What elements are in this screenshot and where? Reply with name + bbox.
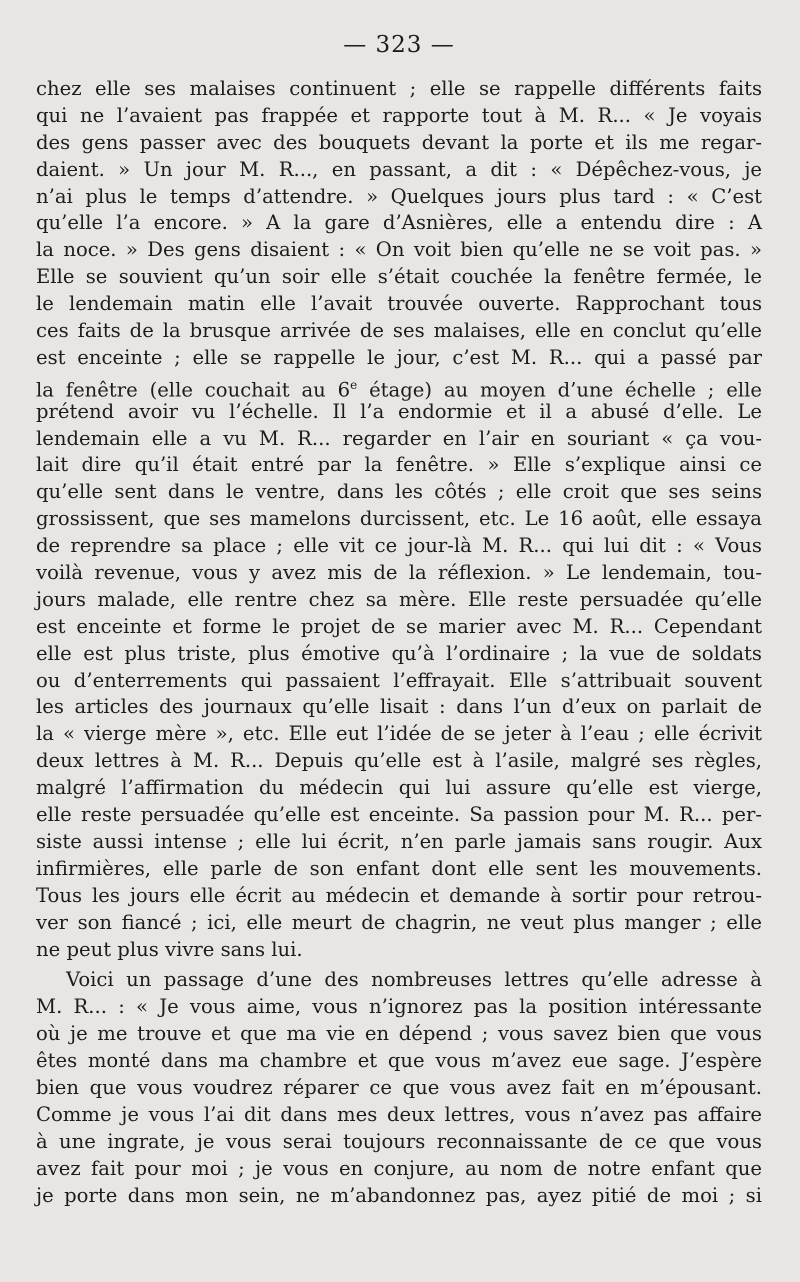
- body-text: [36, 76, 762, 1209]
- text-line: bien que vous voudrez réparer ce que vous avez fait en m’épousant.: [36, 1075, 762, 1099]
- text-line: infirmières, elle parle de son enfant dont elle sent les mouvements.: [36, 856, 762, 880]
- text-line: est enceinte ; elle se rappelle le jour, c’est M. R... qui a passé par: [36, 345, 762, 369]
- text-line: jours malade, elle rentre chez sa mère. Elle reste persuadée qu’elle: [36, 587, 762, 611]
- text-line: où je me trouve et que ma vie en dépend ; vous savez bien que vous: [36, 1022, 762, 1046]
- paragraph: [36, 967, 762, 1209]
- text-line: Elle se souvient qu’un soir elle s’était couchée la fenêtre fermée, le: [36, 265, 762, 289]
- text-line: elle reste persuadée qu’elle est enceinte. Sa passion pour M. R... per-: [36, 803, 762, 827]
- text-line: lait dire qu’il était entré par la fenêtre. » Elle s’explique ainsi ce: [36, 453, 762, 477]
- text-line: ces faits de la brusque arrivée de ses malaises, elle en conclut qu’elle: [36, 319, 762, 343]
- text-line: de reprendre sa place ; elle vit ce jour-là M. R... qui lui dit : « Vous: [36, 534, 762, 558]
- text-line: Tous les jours elle écrit au médecin et demande à sortir pour retrou-: [36, 883, 762, 907]
- text-line: qu’elle sent dans le ventre, dans les côtés ; elle croit que ses seins: [36, 480, 762, 504]
- text-line: Voici un passage d’une des nombreuses lettres qu’elle adresse à: [66, 968, 762, 992]
- text-line: êtes monté dans ma chambre et que vous m’avez eue sage. J’espère: [36, 1049, 762, 1073]
- text-line: des gens passer avec des bouquets devant la porte et ils me regar-: [36, 130, 762, 154]
- text-line: la fenêtre (elle couchait au 6e étage) au moyen d’une échelle ; elle: [36, 377, 762, 402]
- text-line: ne peut plus vivre sans lui.: [36, 937, 303, 961]
- paragraph: [36, 76, 762, 963]
- text-line: qu’elle l’a encore. » A la gare d’Asnières, elle a entendu dire : A: [36, 211, 762, 235]
- text-line: grossissent, que ses mamelons durcissent, etc. Le 16 août, elle essaya: [36, 507, 762, 531]
- text-line: M. R... : « Je vous aime, vous n’ignorez pas la position intéressante: [36, 995, 762, 1019]
- text-line: le lendemain matin elle l’avait trouvée ouverte. Rapprochant tous: [36, 292, 762, 316]
- text-line: la noce. » Des gens disaient : « On voit bien qu’elle ne se voit pas. »: [36, 238, 762, 262]
- text-line: chez elle ses malaises continuent ; elle se rappelle différents faits: [36, 77, 762, 100]
- text-line: prétend avoir vu l’échelle. Il l’a endormie et il a abusé d’elle. Le: [36, 399, 762, 423]
- text-line: je porte dans mon sein, ne m’abandonnez pas, ayez pitié de moi ; si: [36, 1183, 762, 1207]
- text-line: avez fait pour moi ; je vous en conjure, au nom de notre enfant que: [36, 1156, 762, 1180]
- text-line: n’ai plus le temps d’attendre. » Quelques jours plus tard : « C’est: [36, 184, 762, 208]
- text-line: daient. » Un jour M. R..., en passant, a dit : « Dépêchez-vous, je: [36, 157, 762, 181]
- text-line: qui ne l’avaient pas frappée et rapporte tout à M. R... « Je voyais: [36, 103, 762, 127]
- text-line: à une ingrate, je vous serai toujours reconnaissante de ce que vous: [36, 1129, 762, 1153]
- text-line: lendemain elle a vu M. R... regarder en l’air en souriant « ça vou-: [36, 426, 762, 450]
- text-line: la « vierge mère », etc. Elle eut l’idée de se jeter à l’eau ; elle écrivit: [36, 722, 762, 746]
- text-line: ou d’enterrements qui passaient l’effrayait. Elle s’attribuait souvent: [36, 668, 762, 692]
- page-number: — 323 —: [343, 32, 455, 58]
- text-line: elle est plus triste, plus émotive qu’à l’ordinaire ; la vue de soldats: [36, 641, 762, 665]
- text-line: est enceinte et forme le projet de se marier avec M. R... Cependant: [36, 614, 762, 638]
- text-line: siste aussi intense ; elle lui écrit, n’en parle jamais sans rougir. Aux: [36, 829, 762, 853]
- text-line: Comme je vous l’ai dit dans mes deux lettres, vous n’avez pas affaire: [36, 1102, 762, 1126]
- text-line: voilà revenue, vous y avez mis de la réflexion. » Le lendemain, tou-: [36, 561, 762, 585]
- text-line: les articles des journaux qu’elle lisait : dans l’un d’eux on parlait de: [36, 695, 762, 719]
- text-line: ver son fiancé ; ici, elle meurt de chagrin, ne veut plus manger ; elle: [36, 910, 762, 934]
- text-line: deux lettres à M. R... Depuis qu’elle est à l’asile, malgré ses règles,: [36, 749, 762, 773]
- text-line: malgré l’affirmation du médecin qui lui assure qu’elle est vierge,: [36, 776, 762, 800]
